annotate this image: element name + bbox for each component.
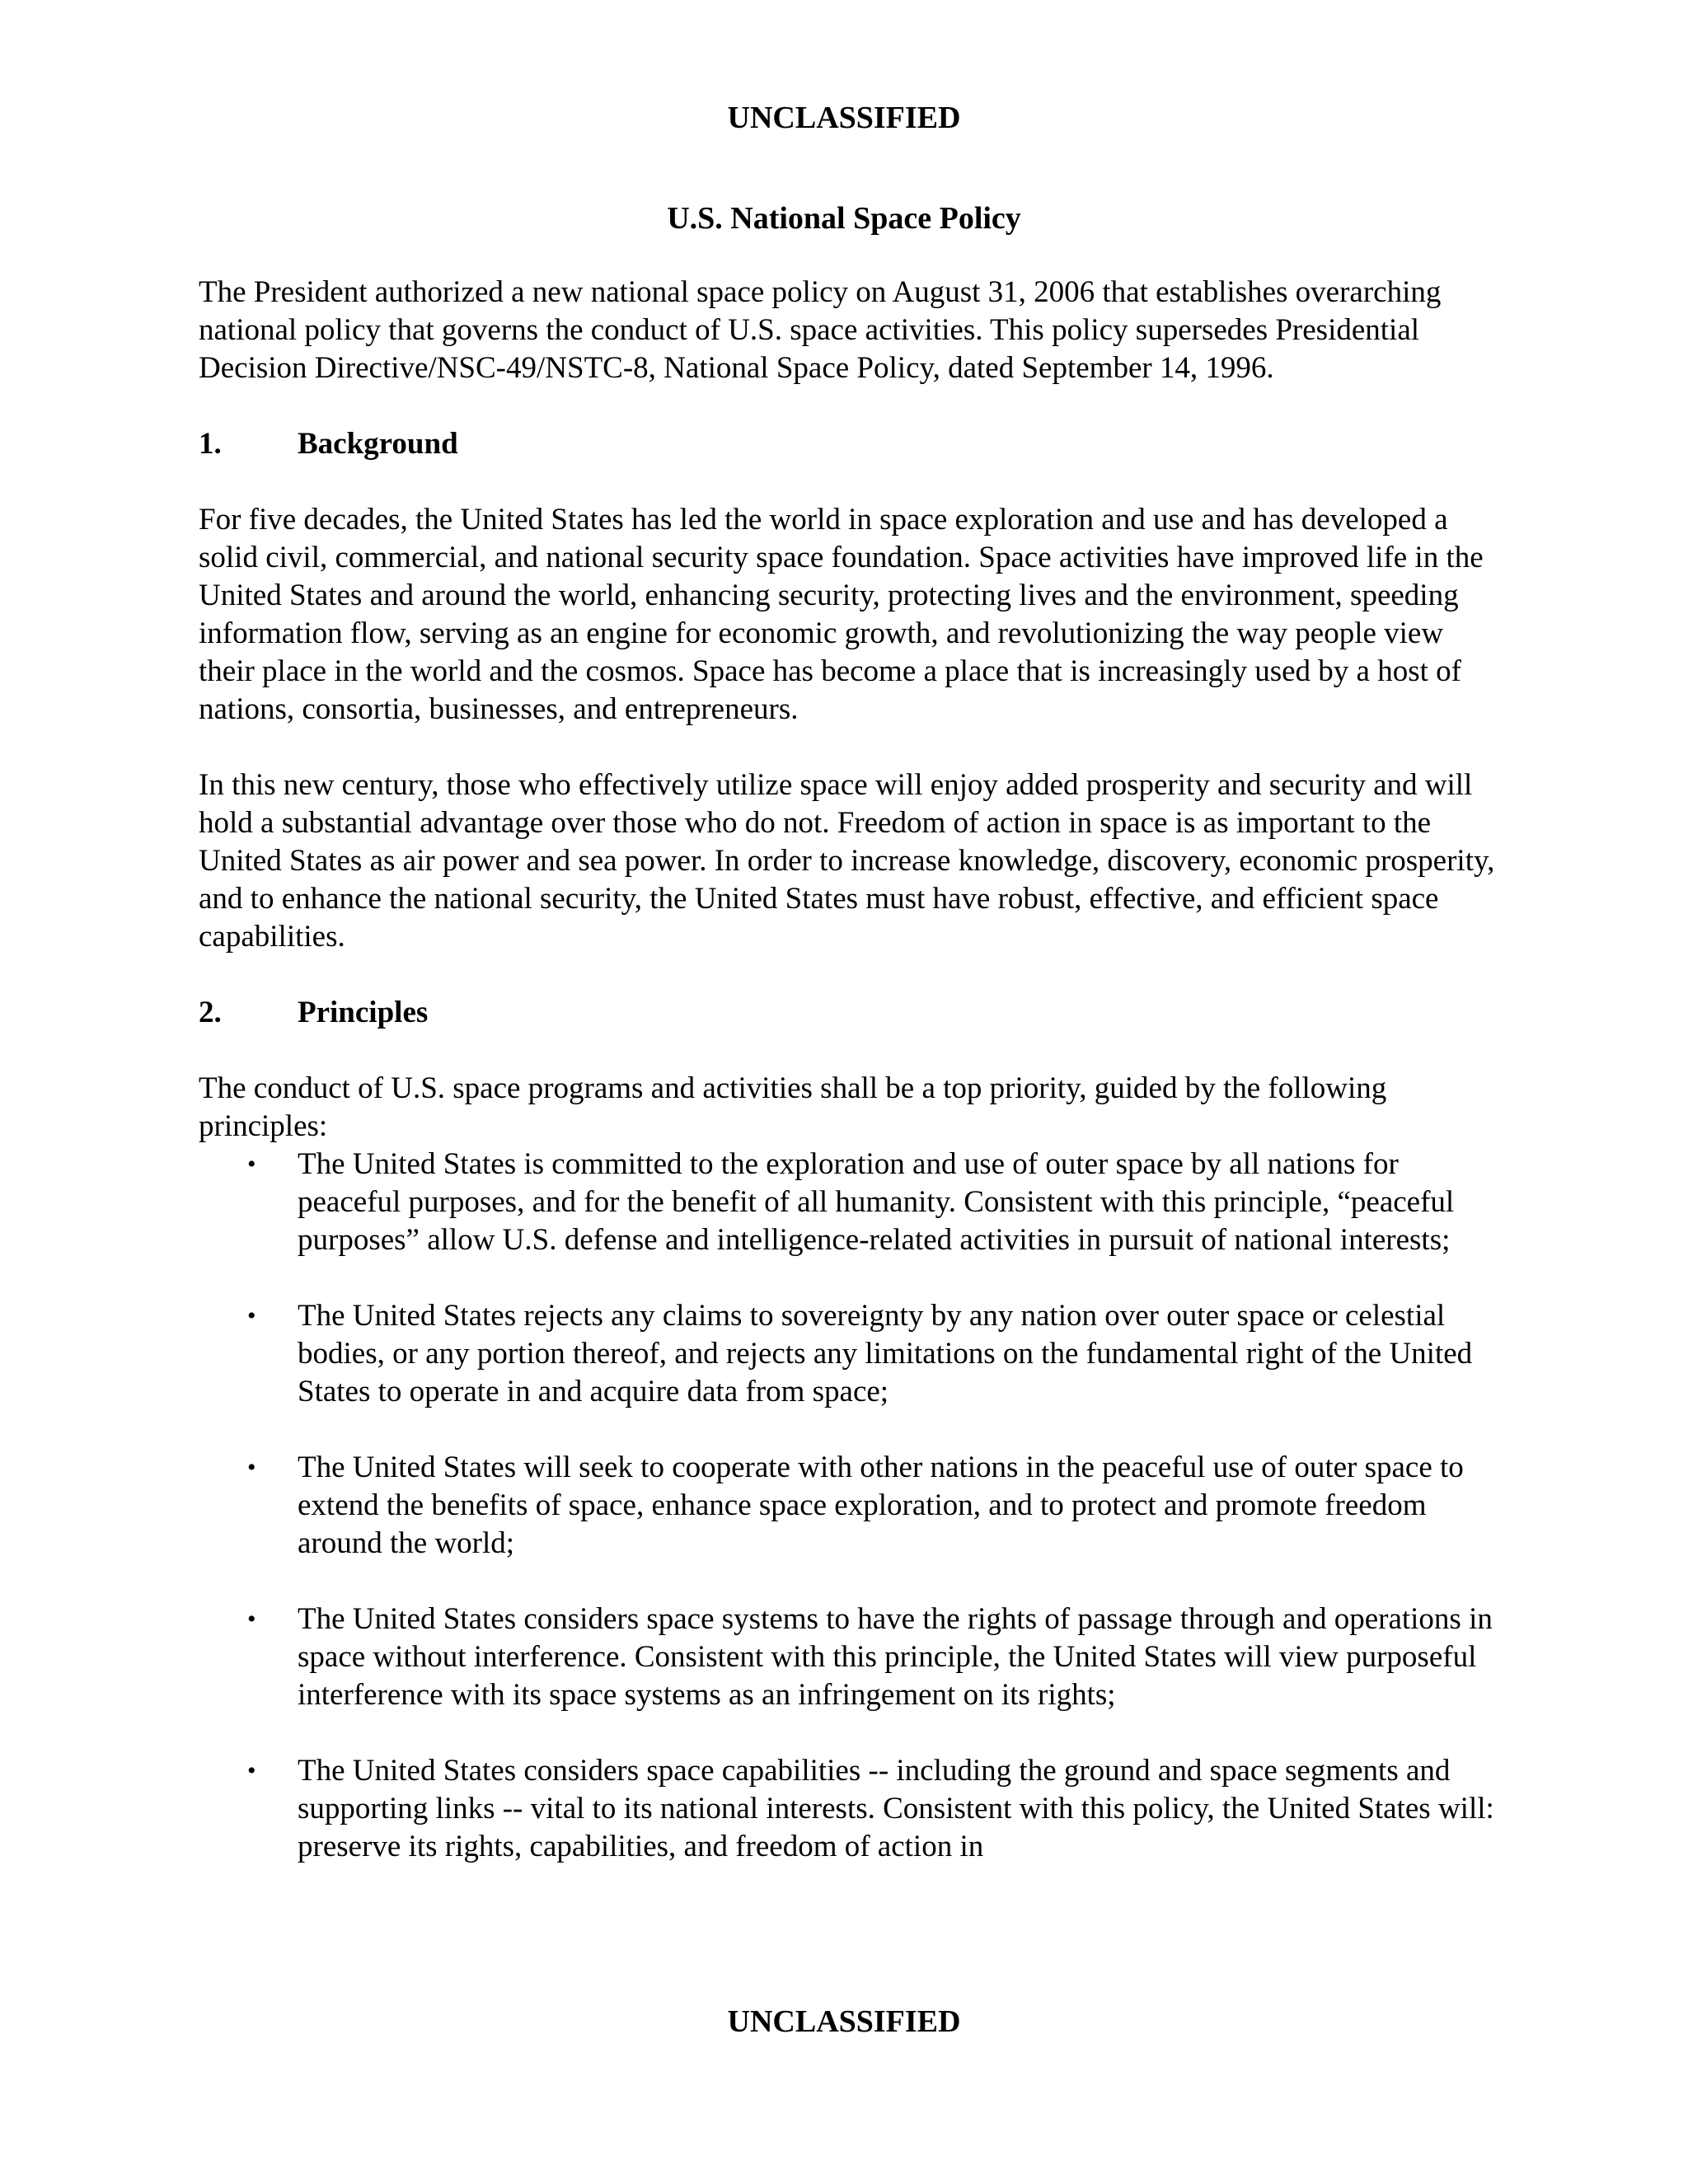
- bullet-icon: •: [247, 1151, 256, 1178]
- list-item: [199, 1146, 1501, 1259]
- list-item-text: The United States considers space systems to have the rights of passage through and operations in space without interference. Consistent with this principle, the United States will view purposeful interference with its space systems as an infringement on its rights;: [298, 1602, 1493, 1712]
- background-paragraph: In this new century, those who effectively utilize space will enjoy added prosperity and security and will hold a substantial advantage over those who do not. Freedom of action in space is as important to the United States as air power and sea power. In order to increase knowledge, discovery, economic prosperity, and to enhance the national security, the United States must have robust, effective, and efficient space capabilities.: [199, 768, 1495, 954]
- list-item: [199, 1449, 1501, 1563]
- section-number: 1.: [199, 427, 222, 461]
- list-item: [199, 1752, 1501, 1866]
- bullet-icon: •: [247, 1757, 256, 1784]
- list-item-text: The United States will seek to cooperate with other nations in the peaceful use of outer space to extend the benefits of space, enhance space exploration, and to protect and promote freedom around the world;: [298, 1451, 1464, 1560]
- bullet-icon: •: [247, 1605, 256, 1633]
- section-title: Principles: [298, 996, 429, 1029]
- document-title: U.S. National Space Policy: [667, 201, 1021, 236]
- bullet-icon: •: [247, 1454, 256, 1481]
- principles-list: [199, 1146, 1501, 1866]
- list-item-text: The United States is committed to the exploration and use of outer space by all nations for peaceful purposes, and for the benefit of all humanity. Consistent with this principle, “peaceful purposes” allow U.S. defense and intelligence-related activities in pursuit of national interests;: [298, 1147, 1455, 1257]
- list-item: [199, 1601, 1501, 1714]
- intro-paragraph: The President authorized a new national space policy on August 31, 2006 that establishes overarching national policy that governs the conduct of U.S. space activities. This policy supersedes Presidential Decision Directive/NSC-49/NSTC-8, National Space Policy, dated September 14, 1996.: [199, 275, 1442, 385]
- background-paragraph: For five decades, the United States has led the world in space exploration and use and has developed a solid civil, commercial, and national security space foundation. Space activities have improved life in the United States and around the world, enhancing security, protecting lives and the environment, speeding information flow, serving as an engine for economic growth, and revolutionizing the way people view their place in the world and the cosmos. Space has become a place that is increasingly used by a host of nations, consortia, businesses, and entrepreneurs.: [199, 503, 1484, 726]
- header-classification-marking: UNCLASSIFIED: [727, 101, 961, 135]
- list-item: [199, 1297, 1501, 1411]
- document-body: [199, 274, 1501, 1866]
- section-number: 2.: [199, 996, 222, 1029]
- section-title: Background: [298, 427, 458, 461]
- principles-intro-paragraph: The conduct of U.S. space programs and activities shall be a top priority, guided by the following principles:: [199, 1071, 1387, 1143]
- list-item-text: The United States rejects any claims to sovereignty by any nation over outer space or celestial bodies, or any portion thereof, and rejects any limitations on the fundamental right of the United States to operate in and acquire data from space;: [298, 1299, 1473, 1408]
- footer-classification-marking: UNCLASSIFIED: [727, 2004, 961, 2039]
- section-heading-background: [199, 425, 1501, 463]
- section-heading-principles: [199, 994, 1501, 1032]
- bullet-icon: •: [247, 1302, 256, 1329]
- list-item-text: The United States considers space capabilities -- including the ground and space segments and supporting links -- vital to its national interests. Consistent with this policy, the United States will: preserve its rights, capabilities, and freedom of action in: [298, 1754, 1494, 1863]
